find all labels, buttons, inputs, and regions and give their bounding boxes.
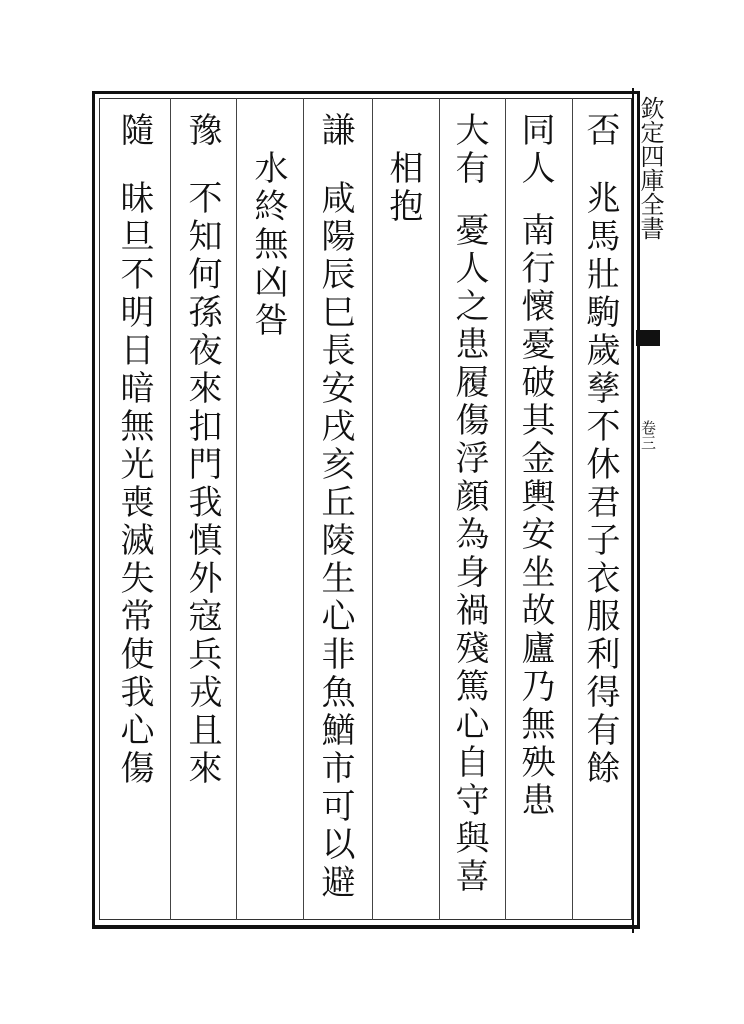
hexagram-name: 大有	[449, 112, 489, 188]
hexagram-name: 謙	[315, 112, 355, 150]
verse-text: 昧旦不明日暗無光喪滅失常使我心傷	[114, 180, 154, 788]
hexagram-name: 隨	[114, 112, 154, 150]
column-rule	[236, 98, 237, 920]
verse-text: 不知何孫夜來扣門我慎外寇兵戎且來	[182, 180, 222, 788]
juan-number: 卷三	[639, 420, 657, 450]
column-rule	[439, 98, 440, 920]
hexagram-name: 豫	[182, 112, 222, 150]
verse-text: 憂人之患履傷浮顔為身禍殘篤心自守與喜	[449, 212, 489, 896]
verse-text: 相抱	[383, 150, 423, 226]
column-rule	[372, 98, 373, 920]
verse-text: 咸陽辰巳長安戌亥丘陵生心非魚鰌市可以避	[315, 180, 355, 902]
column-rule	[572, 98, 573, 920]
column-rule	[170, 98, 171, 920]
hexagram-name: 同人	[515, 112, 555, 188]
bottom-border	[94, 925, 640, 929]
column-rule	[505, 98, 506, 920]
fishtail-mark	[636, 330, 660, 346]
column-rule	[303, 98, 304, 920]
hexagram-name: 否	[580, 112, 620, 150]
verse-text: 水終無凶咎	[248, 150, 288, 340]
verse-text: 南行懷憂破其金輿安坐故廬乃無殃患	[515, 212, 555, 820]
verse-text: 兆馬壯駒歲孳不休君子衣服利得有餘	[580, 180, 620, 788]
banxin-title: 欽定四庫全書	[636, 96, 664, 240]
